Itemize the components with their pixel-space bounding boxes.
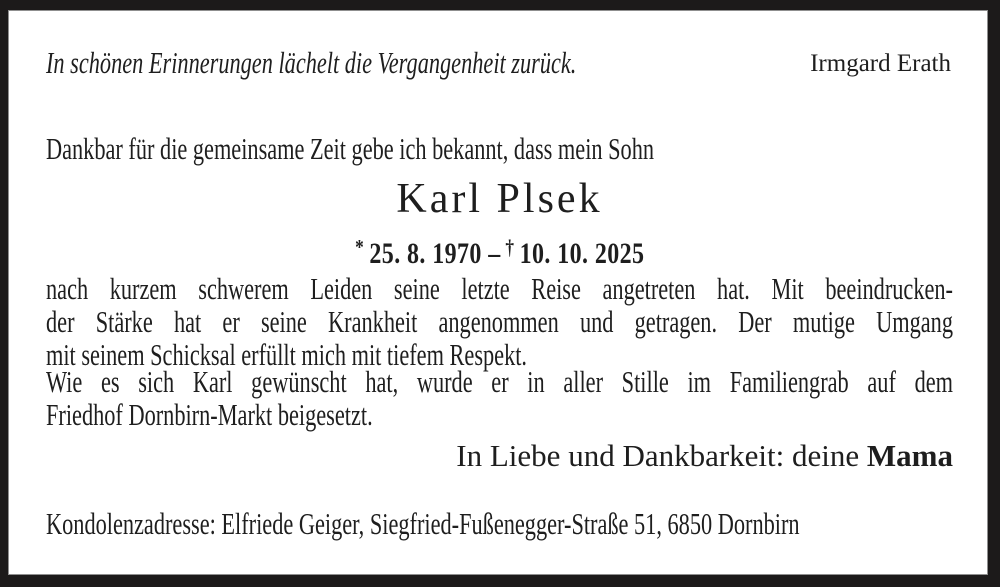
closing-signature: Mama <box>866 438 953 473</box>
condolence-address-line <box>46 507 953 541</box>
life-dates-row <box>46 230 953 271</box>
epigraph-quote: In schönen Erinnerungen lächelt die Vergangenheit zurück. <box>46 45 577 80</box>
paragraph-line: der Stärke hat er seine Krankheit angenommen und getragen. Der mutige Umgang <box>46 304 953 339</box>
obituary-notice <box>8 10 988 575</box>
paragraph-line: Friedhof Dornbirn-Markt beigesetzt. <box>46 397 373 432</box>
intro-text: Dankbar für die gemeinsame Zeit gebe ich bekannt, dass mein Sohn <box>46 131 655 166</box>
paragraph-line: nach kurzem schwerem Leiden seine letzte Reise angetreten hat. Mit beeindrucken- <box>46 271 953 306</box>
dates-separator: – <box>487 237 501 271</box>
closing-line <box>46 439 953 472</box>
paragraph-line: Wie es sich Karl gewünscht hat, wurde er in aller Stille im Familiengrab auf dem <box>46 364 953 399</box>
paragraph-burial <box>46 365 953 431</box>
birth-date: 25. 8. 1970 <box>369 237 482 271</box>
life-dates <box>355 230 644 271</box>
birth-star-icon: * <box>354 235 364 259</box>
death-dagger-icon: † <box>505 235 514 259</box>
deceased-name: Karl Plsek <box>396 176 603 222</box>
death-date: 10. 10. 2025 <box>519 237 645 271</box>
paragraph-line: mit seinem Schicksal erfüllt mich mit tiefem Respekt. <box>46 337 528 372</box>
condolence-address: Kondolenzadresse: Elfriede Geiger, Siegfried-Fußenegger-Straße 51, 6850 Dornbirn <box>46 506 800 541</box>
intro-line <box>46 132 953 165</box>
epigraph-author: Irmgard Erath <box>810 50 951 77</box>
paragraph-illness <box>46 272 953 371</box>
closing-text: In Liebe und Dankbarkeit: deine <box>456 438 867 473</box>
